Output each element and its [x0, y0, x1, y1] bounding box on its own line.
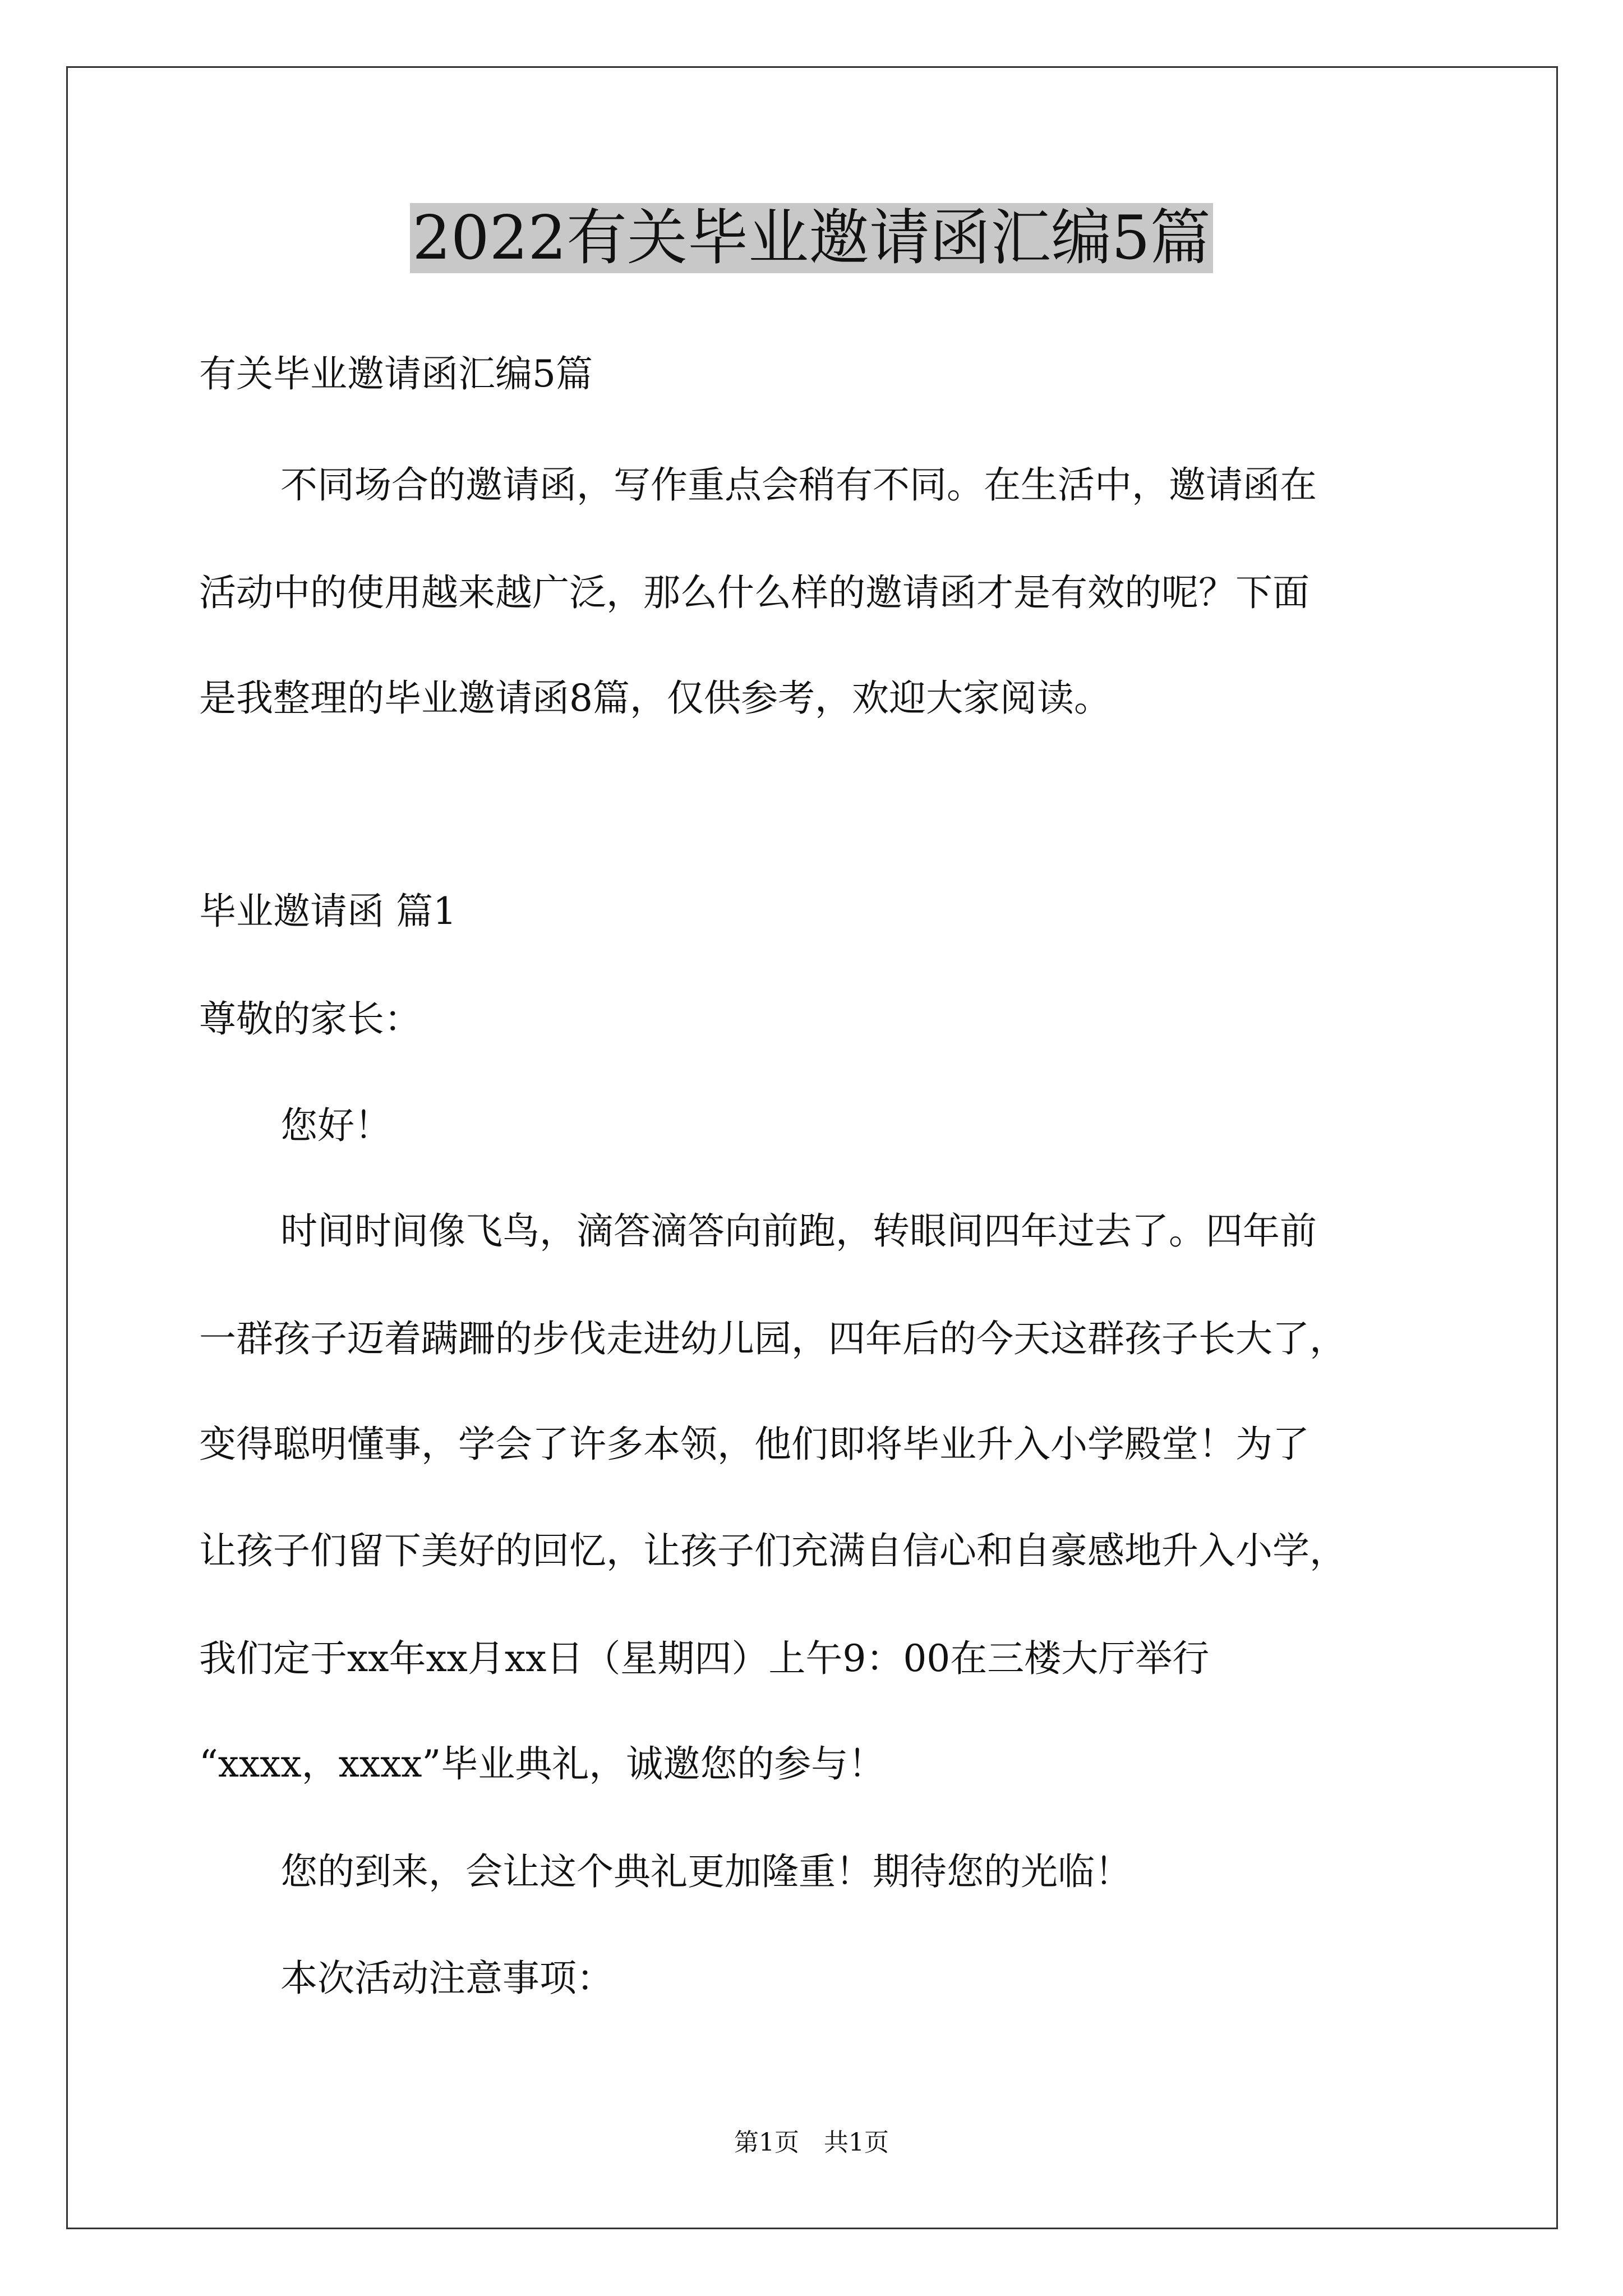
body-line-5: 我们定于xx年xx月xx日（星期四）上午9：00在三楼大厅举行 [199, 1637, 1210, 1680]
intro-line-3: 是我整理的毕业邀请函8篇，仅供参考，欢迎大家阅读。 [199, 677, 1111, 720]
section-heading: 毕业邀请函 篇1 [199, 890, 457, 933]
document-title [0, 199, 1623, 278]
notes-heading: 本次活动注意事项： [280, 1957, 614, 2000]
closing-line: 您的到来，会让这个典礼更加隆重！期待您的光临！ [280, 1850, 1132, 1893]
body-line-4: 让孩子们留下美好的回忆，让孩子们充满自信心和自豪感地升入小学， [199, 1529, 1347, 1572]
document-subtitle: 有关毕业邀请函汇编5篇 [199, 352, 593, 395]
salutation: 尊敬的家长： [199, 997, 421, 1041]
body-line-3: 变得聪明懂事，学会了许多本领，他们即将毕业升入小学殿堂！为了 [199, 1423, 1310, 1466]
intro-line-2: 活动中的使用越来越广泛，那么什么样的邀请函才是有效的呢？下面 [199, 571, 1310, 614]
body-line-2: 一群孩子迈着蹒跚的步伐走进幼儿园，四年后的今天这群孩子长大了， [199, 1317, 1347, 1360]
body-line-1: 时间时间像飞鸟，滴答滴答向前跑，转眼间四年过去了。四年前 [280, 1209, 1317, 1253]
intro-line-1: 不同场合的邀请函，写作重点会稍有不同。在生活中，邀请函在 [280, 463, 1317, 507]
page-footer: 第1页 共1页 [734, 2128, 889, 2157]
greeting: 您好！ [280, 1104, 391, 1147]
body-line-6: “xxxx，xxxx”毕业典礼，诚邀您的参与！ [199, 1742, 886, 1786]
document-title-text: 2022有关毕业邀请函汇编5篇 [410, 203, 1213, 273]
